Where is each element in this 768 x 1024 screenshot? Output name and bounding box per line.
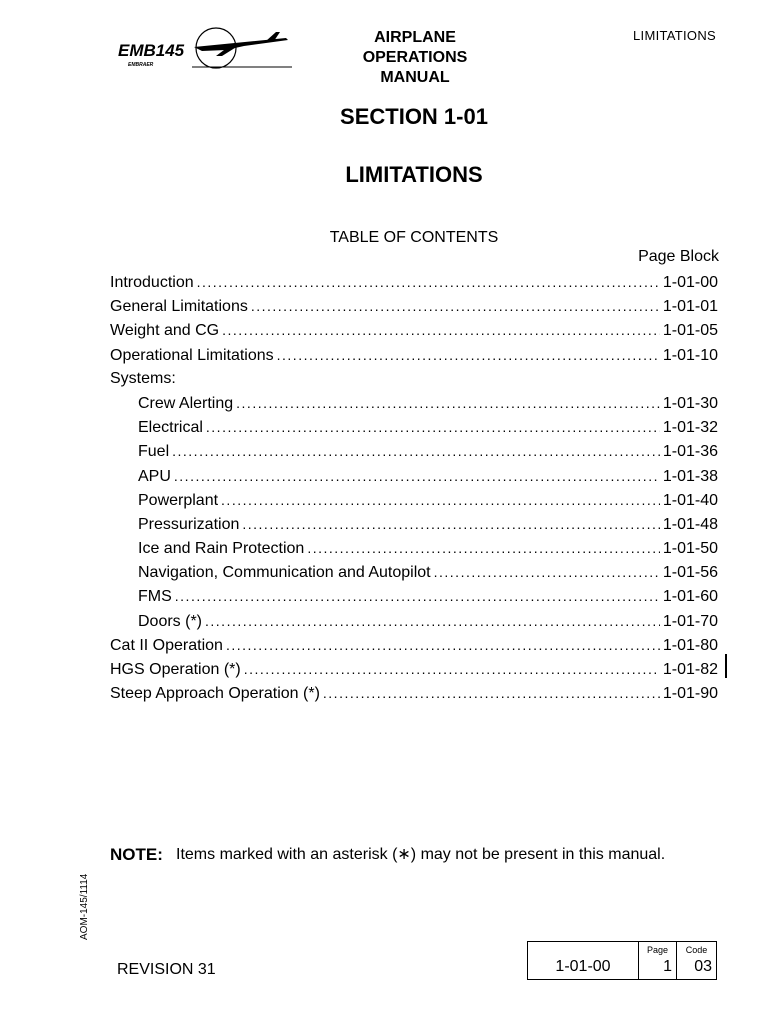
dot-leader (197, 270, 660, 294)
dot-leader (172, 439, 660, 463)
dot-leader (175, 584, 660, 608)
toc-entry-page: 1-01-80 (662, 636, 718, 654)
dot-leader (307, 536, 660, 560)
toc-entry-title: Introduction (110, 274, 194, 291)
toc-entry-page: 1-01-01 (662, 298, 718, 316)
toc-entry-page: 1-01-32 (662, 419, 718, 437)
page-block-value: 1-01-00 (555, 958, 611, 975)
toc-entry-page: 1-01-36 (662, 443, 718, 461)
toc-entry-title: Powerplant (138, 491, 219, 509)
page-identification-box (527, 941, 717, 980)
dot-leader (206, 415, 660, 439)
toc-entry-page: 1-01-50 (662, 540, 718, 558)
toc-entry[interactable] (110, 609, 718, 633)
note-block (110, 845, 720, 864)
revision-label: REVISION 31 (117, 961, 216, 978)
toc-entry-page: 1-01-38 (662, 467, 718, 485)
toc-entry[interactable] (110, 391, 718, 415)
toc-heading: TABLE OF CONTENTS (329, 229, 499, 246)
toc-entry-title: Navigation, Communication and Autopilot (138, 564, 431, 582)
toc-entry-title: Cat II Operation (110, 636, 223, 654)
dot-leader (242, 512, 659, 536)
toc-entry-page: 1-01-10 (662, 346, 718, 364)
toc-entry-title: Operational Limitations (110, 346, 274, 364)
toc-entry-title: Fuel (138, 443, 170, 461)
manual-title-line-1: AIRPLANE (374, 29, 456, 46)
page-label: Page (646, 945, 669, 955)
dot-leader (221, 488, 660, 512)
toc-entry-page: 1-01-56 (662, 564, 718, 582)
toc-entry-title: Weight and CG (110, 322, 220, 340)
note-label: NOTE: (110, 845, 163, 864)
toc-entry[interactable] (110, 657, 718, 681)
toc-entry-title: Crew Alerting (138, 394, 234, 412)
dot-leader (323, 681, 660, 705)
toc-entry-title: APU (138, 467, 171, 485)
section-number: SECTION 1-01 (340, 104, 488, 129)
toc-entry-page: 1-01-82 (662, 661, 718, 678)
toc-entry[interactable] (110, 560, 718, 584)
toc-entry-title: FMS (138, 588, 172, 606)
dot-leader (244, 657, 660, 681)
toc-entry[interactable] (110, 512, 718, 536)
toc-entry-title: Pressurization (138, 515, 240, 533)
toc-entry[interactable] (110, 488, 718, 512)
toc-entry-title: Doors (*) (138, 612, 203, 630)
toc-entry[interactable] (110, 536, 718, 560)
toc-entry-page: 1-01-48 (662, 515, 718, 533)
toc-entry-title: HGS Operation (*) (110, 661, 241, 678)
toc-entry-title: General Limitations (110, 298, 248, 316)
toc-entry[interactable] (110, 633, 718, 657)
toc-entry[interactable] (110, 681, 718, 705)
toc-entry[interactable] (110, 464, 718, 488)
toc-entry-page: 1-01-40 (662, 491, 718, 509)
toc-entry[interactable] (110, 439, 718, 463)
toc-entry-title: Electrical (138, 419, 203, 437)
toc-group-heading (110, 367, 718, 391)
table-of-contents (110, 270, 718, 705)
page-block-cell (528, 942, 639, 979)
note-text: Items marked with an asterisk (∗) may not be present in this manual. (176, 846, 666, 863)
page-number: 1 (663, 958, 672, 975)
dot-leader (226, 633, 660, 657)
toc-entry[interactable] (110, 415, 718, 439)
page-number-cell (639, 942, 677, 979)
manual-title-line-3: MANUAL (380, 69, 450, 86)
toc-entry-page: 1-01-70 (662, 612, 718, 630)
manual-title-line-2: OPERATIONS (362, 49, 468, 66)
dot-leader (251, 294, 660, 318)
toc-column-header: Page Block (638, 248, 719, 265)
dot-leader (205, 609, 660, 633)
dot-leader (434, 560, 660, 584)
toc-entry-page: 1-01-60 (662, 588, 718, 606)
logo-text: EMB145 (118, 41, 185, 60)
toc-entry-title: Steep Approach Operation (*) (110, 685, 320, 703)
dot-leader (174, 464, 660, 488)
emb145-logo (116, 26, 292, 70)
dot-leader (236, 391, 660, 415)
toc-group-title: Systems: (110, 369, 176, 387)
toc-entry-page: 1-01-30 (662, 394, 718, 412)
toc-entry[interactable] (110, 294, 718, 318)
toc-entry-page: 1-01-05 (662, 322, 718, 340)
code-label: Code (685, 945, 708, 955)
chapter-header: LIMITATIONS (633, 28, 716, 43)
dot-leader (277, 343, 660, 367)
section-title: LIMITATIONS (345, 162, 483, 187)
dot-leader (222, 318, 660, 342)
toc-entry[interactable] (110, 584, 718, 608)
toc-entry-page: 1-01-90 (662, 685, 718, 703)
toc-entry[interactable] (110, 318, 718, 342)
toc-entry-title: Ice and Rain Protection (138, 540, 305, 558)
document-code: AOM-145/1114 (79, 873, 90, 940)
logo-subtext: EMBRAER (128, 62, 154, 68)
code-cell (677, 942, 716, 979)
manual-title (320, 28, 510, 88)
toc-entry[interactable] (110, 270, 718, 294)
toc-entry-page: 1-01-00 (662, 274, 718, 291)
toc-entry[interactable] (110, 343, 718, 367)
revision-change-bar (725, 654, 727, 678)
code-value: 03 (694, 958, 712, 975)
